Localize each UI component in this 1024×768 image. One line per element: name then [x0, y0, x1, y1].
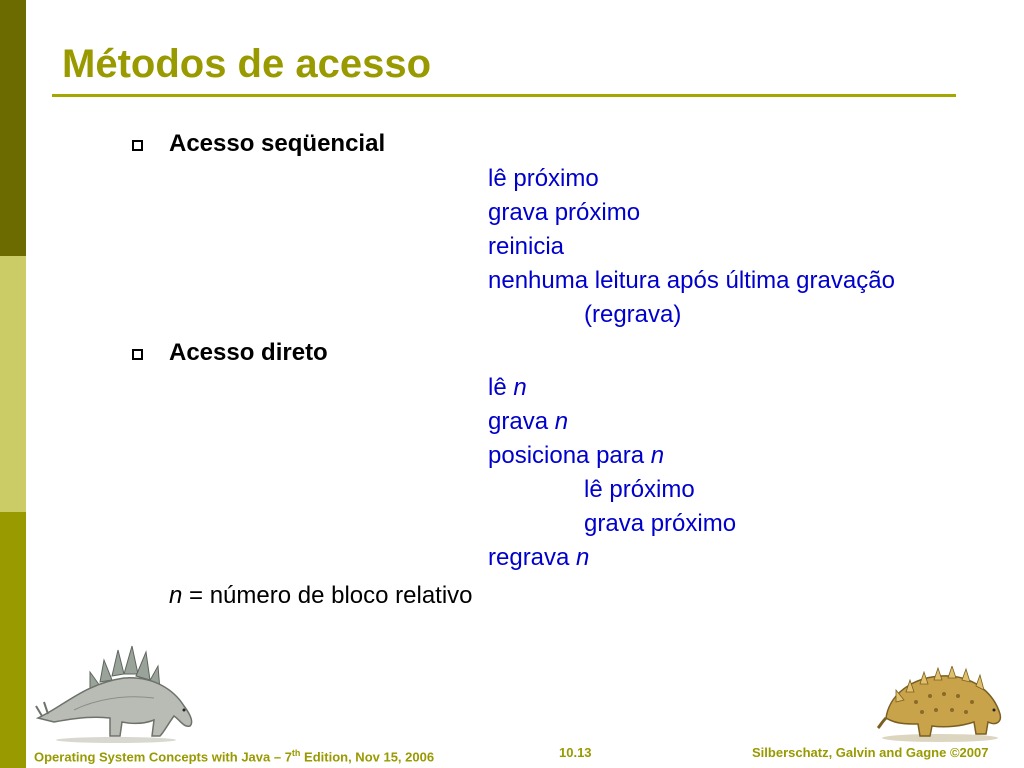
note-text: = número de bloco relativo — [182, 582, 473, 609]
operation-text: posiciona para — [488, 442, 651, 469]
operation-text: regrava — [488, 544, 577, 571]
footer-title-prefix: Operating System Concepts with Java – 7 — [34, 749, 292, 765]
variable-n: n — [169, 582, 183, 609]
operation-item: grava próximo — [584, 510, 737, 537]
variable-n: n — [554, 408, 569, 435]
variable-n: n — [513, 374, 527, 401]
section-heading-sequential: Acesso seqüencial — [169, 130, 386, 157]
operation-item — [488, 407, 568, 437]
title-underline — [52, 94, 956, 97]
variable-n: n — [576, 544, 590, 571]
operation-item — [488, 543, 589, 573]
operation-item — [488, 441, 664, 471]
footer-copyright: Silberschatz, Galvin and Gagne ©2007 — [752, 745, 989, 760]
footer-title-suffix: Edition, Nov 15, 2006 — [300, 749, 435, 765]
footer-course-title — [34, 744, 434, 766]
left-bar-top — [0, 0, 26, 256]
operation-text: lê — [488, 374, 514, 401]
operation-item — [488, 373, 527, 403]
footer-title-superscript: th — [291, 748, 301, 758]
section-heading-direct: Acesso direto — [169, 339, 328, 366]
operation-item: nenhuma leitura após última gravação — [488, 267, 895, 294]
ankylosaurus-illustration — [876, 666, 1006, 744]
variable-n: n — [650, 442, 665, 469]
left-bar-middle — [0, 256, 26, 512]
page-number: 10.13 — [559, 745, 592, 760]
operation-item: reinicia — [488, 233, 565, 260]
definition-note — [169, 581, 473, 611]
operation-text: grava — [488, 408, 555, 435]
operation-item: grava próximo — [488, 199, 641, 226]
hollow-square-bullet-icon — [132, 140, 143, 151]
operation-item: (regrava) — [584, 301, 682, 328]
slide-title: Métodos de acesso — [62, 42, 432, 86]
stegosaurus-illustration — [34, 644, 198, 744]
left-bar-bottom — [0, 512, 26, 768]
operation-item: lê próximo — [584, 476, 695, 503]
operation-item: lê próximo — [488, 165, 599, 192]
hollow-square-bullet-icon — [132, 349, 143, 360]
